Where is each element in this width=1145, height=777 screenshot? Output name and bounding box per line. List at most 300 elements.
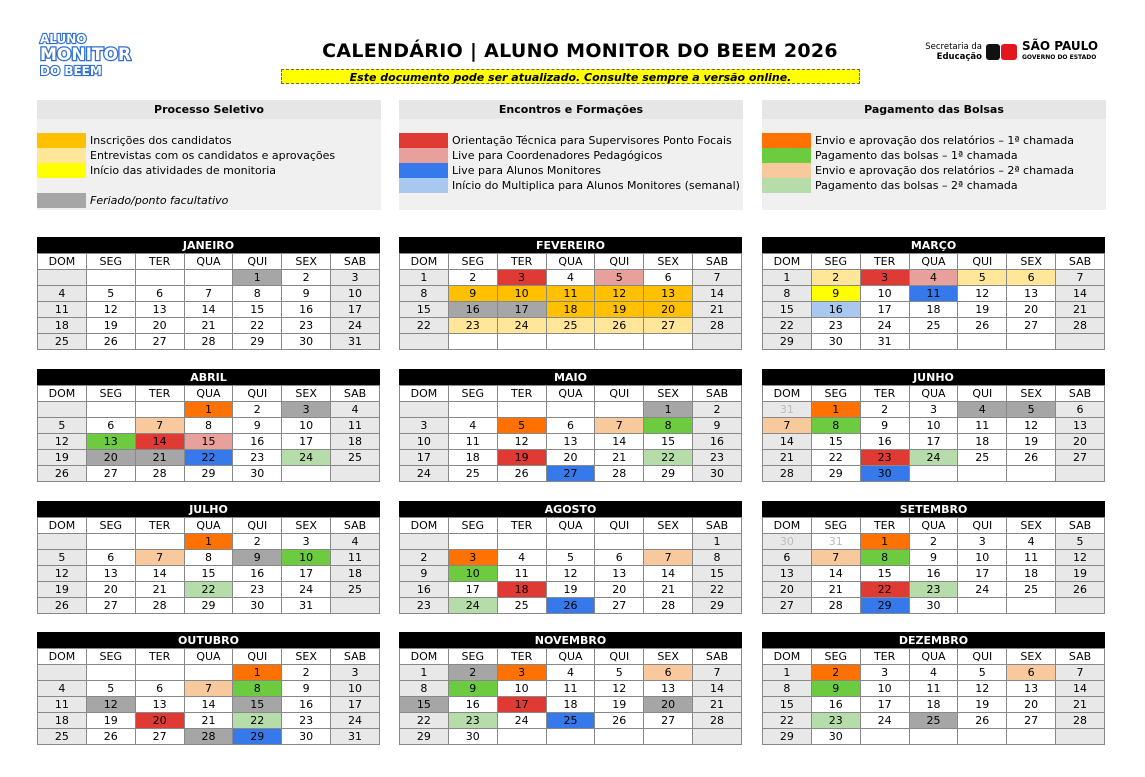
day-cell <box>448 402 497 418</box>
day-cell: 6 <box>595 550 644 566</box>
day-cell: 26 <box>38 466 87 482</box>
day-cell: 15 <box>233 302 282 318</box>
day-cell: 14 <box>135 566 184 582</box>
weekday-header: TER <box>135 254 184 270</box>
weekday-header: QUA <box>909 649 958 665</box>
day-cell: 20 <box>644 697 693 713</box>
day-cell: 14 <box>595 434 644 450</box>
weekday-header: DOM <box>763 386 812 402</box>
day-cell: 9 <box>233 550 282 566</box>
day-cell: 23 <box>400 598 449 614</box>
day-cell: 2 <box>693 402 742 418</box>
legend-item <box>762 163 1074 178</box>
day-cell <box>595 534 644 550</box>
day-cell <box>497 534 546 550</box>
day-cell: 9 <box>448 681 497 697</box>
day-cell: 21 <box>184 318 233 334</box>
weekday-header: SEG <box>811 254 860 270</box>
day-cell <box>86 270 135 286</box>
weekday-header: DOM <box>38 254 87 270</box>
day-cell: 16 <box>400 582 449 598</box>
day-cell: 28 <box>811 598 860 614</box>
legend-swatch <box>399 148 448 163</box>
day-cell: 22 <box>184 582 233 598</box>
day-cell: 24 <box>448 598 497 614</box>
legend-label: Orientação Técnica para Supervisores Ponto Focais <box>452 134 732 147</box>
weekday-header: QUI <box>233 518 282 534</box>
day-cell: 9 <box>282 286 331 302</box>
day-cell: 30 <box>282 334 331 350</box>
day-cell: 18 <box>958 434 1007 450</box>
day-cell: 3 <box>860 270 909 286</box>
day-cell: 31 <box>331 729 380 745</box>
day-cell: 15 <box>400 302 449 318</box>
day-cell: 7 <box>763 418 812 434</box>
day-cell: 24 <box>497 318 546 334</box>
weekday-header: QUI <box>958 386 1007 402</box>
day-cell: 14 <box>1056 286 1105 302</box>
day-cell: 20 <box>1056 434 1105 450</box>
day-cell: 16 <box>282 697 331 713</box>
day-cell: 9 <box>811 681 860 697</box>
day-cell: 9 <box>400 566 449 582</box>
weekday-header: SEG <box>811 386 860 402</box>
weekday-header: QUA <box>184 386 233 402</box>
day-cell: 14 <box>184 302 233 318</box>
government-logo <box>922 40 1102 66</box>
day-cell: 3 <box>331 270 380 286</box>
day-cell: 29 <box>184 466 233 482</box>
day-cell: 1 <box>644 402 693 418</box>
day-cell: 13 <box>595 566 644 582</box>
weekday-header: QUI <box>233 649 282 665</box>
day-cell: 24 <box>282 450 331 466</box>
day-cell: 7 <box>1056 665 1105 681</box>
day-cell: 8 <box>184 418 233 434</box>
legend-item <box>762 178 1018 193</box>
day-cell: 26 <box>86 334 135 350</box>
day-cell: 17 <box>497 302 546 318</box>
weekday-header: SEG <box>448 386 497 402</box>
day-cell: 27 <box>135 729 184 745</box>
month-maio <box>399 369 742 482</box>
day-cell: 29 <box>763 729 812 745</box>
weekday-header: SEX <box>1007 254 1056 270</box>
day-cell: 20 <box>135 713 184 729</box>
month-title: ABRIL <box>37 369 380 385</box>
month-outubro <box>37 632 380 745</box>
month-grid <box>399 385 742 482</box>
logo-line-3: DO BEEM <box>40 64 102 78</box>
day-cell <box>1056 729 1105 745</box>
day-cell: 20 <box>595 582 644 598</box>
day-cell: 16 <box>233 566 282 582</box>
weekday-header: SEG <box>86 254 135 270</box>
day-cell: 8 <box>233 681 282 697</box>
day-cell: 15 <box>860 566 909 582</box>
day-cell: 23 <box>282 713 331 729</box>
day-cell: 9 <box>282 681 331 697</box>
day-cell: 21 <box>811 582 860 598</box>
day-cell: 6 <box>644 270 693 286</box>
day-cell: 5 <box>1056 534 1105 550</box>
day-cell: 20 <box>135 318 184 334</box>
day-cell: 21 <box>763 450 812 466</box>
day-cell: 28 <box>184 729 233 745</box>
month-grid <box>762 648 1105 745</box>
day-cell: 30 <box>860 466 909 482</box>
day-cell: 10 <box>282 418 331 434</box>
day-cell: 8 <box>763 681 812 697</box>
day-cell <box>546 334 595 350</box>
day-cell: 10 <box>400 434 449 450</box>
weekday-header: DOM <box>400 649 449 665</box>
weekday-header: SAB <box>1056 254 1105 270</box>
weekday-header: SAB <box>1056 518 1105 534</box>
day-cell: 11 <box>331 550 380 566</box>
day-cell: 6 <box>1007 665 1056 681</box>
day-cell: 25 <box>1007 582 1056 598</box>
month-title: MAIO <box>399 369 742 385</box>
day-cell: 2 <box>233 534 282 550</box>
day-cell <box>1007 729 1056 745</box>
month-title: SETEMBRO <box>762 501 1105 517</box>
day-cell: 6 <box>546 418 595 434</box>
day-cell: 15 <box>184 566 233 582</box>
legend-swatch <box>762 163 811 178</box>
day-cell: 25 <box>909 318 958 334</box>
weekday-header: TER <box>497 518 546 534</box>
day-cell: 15 <box>693 566 742 582</box>
legend-1 <box>37 100 381 210</box>
update-notice: Este documento pode ser atualizado. Consulte sempre a versão online. <box>281 69 860 84</box>
day-cell <box>644 534 693 550</box>
day-cell: 25 <box>546 318 595 334</box>
day-cell: 27 <box>1056 450 1105 466</box>
month-grid <box>399 648 742 745</box>
day-cell: 28 <box>693 713 742 729</box>
day-cell: 8 <box>811 418 860 434</box>
legend-title: Pagamento das Bolsas <box>762 100 1106 119</box>
day-cell <box>1056 598 1105 614</box>
day-cell: 23 <box>693 450 742 466</box>
day-cell: 9 <box>448 286 497 302</box>
day-cell: 24 <box>331 713 380 729</box>
day-cell: 2 <box>860 402 909 418</box>
day-cell: 30 <box>448 729 497 745</box>
day-cell: 13 <box>86 566 135 582</box>
day-cell: 26 <box>38 598 87 614</box>
weekday-header: DOM <box>38 649 87 665</box>
day-cell <box>497 334 546 350</box>
day-cell: 2 <box>448 665 497 681</box>
day-cell <box>1007 334 1056 350</box>
day-cell: 16 <box>860 434 909 450</box>
day-cell: 19 <box>86 318 135 334</box>
day-cell: 30 <box>763 534 812 550</box>
day-cell: 15 <box>763 697 812 713</box>
day-cell: 4 <box>909 270 958 286</box>
day-cell <box>135 665 184 681</box>
day-cell <box>38 402 87 418</box>
day-cell <box>331 598 380 614</box>
day-cell: 11 <box>448 434 497 450</box>
month-março <box>762 237 1105 350</box>
day-cell: 13 <box>1007 681 1056 697</box>
day-cell: 18 <box>331 434 380 450</box>
day-cell: 27 <box>1007 318 1056 334</box>
day-cell: 23 <box>282 318 331 334</box>
day-cell: 11 <box>497 566 546 582</box>
day-cell: 6 <box>763 550 812 566</box>
day-cell: 3 <box>497 270 546 286</box>
weekday-header: SAB <box>331 386 380 402</box>
weekday-header: SEX <box>644 386 693 402</box>
weekday-header: TER <box>860 649 909 665</box>
weekday-header: SAB <box>1056 649 1105 665</box>
day-cell: 24 <box>958 582 1007 598</box>
day-cell <box>400 402 449 418</box>
day-cell <box>184 665 233 681</box>
day-cell <box>38 270 87 286</box>
day-cell <box>1056 334 1105 350</box>
day-cell: 2 <box>233 402 282 418</box>
month-title: JUNHO <box>762 369 1105 385</box>
day-cell: 26 <box>1007 450 1056 466</box>
day-cell: 1 <box>763 665 812 681</box>
day-cell: 13 <box>1056 418 1105 434</box>
day-cell: 11 <box>909 681 958 697</box>
day-cell: 19 <box>38 450 87 466</box>
day-cell: 27 <box>1007 713 1056 729</box>
day-cell: 6 <box>135 286 184 302</box>
day-cell: 29 <box>400 729 449 745</box>
day-cell: 26 <box>86 729 135 745</box>
day-cell: 1 <box>763 270 812 286</box>
day-cell <box>693 729 742 745</box>
day-cell: 2 <box>909 534 958 550</box>
day-cell: 12 <box>1007 418 1056 434</box>
day-cell: 13 <box>644 286 693 302</box>
gov-state: SÃO PAULO <box>1022 39 1099 53</box>
day-cell: 18 <box>38 318 87 334</box>
day-cell: 31 <box>811 534 860 550</box>
day-cell <box>448 334 497 350</box>
month-grid <box>762 253 1105 350</box>
day-cell: 16 <box>448 302 497 318</box>
weekday-header: SEX <box>1007 649 1056 665</box>
day-cell: 3 <box>282 534 331 550</box>
legend-item <box>762 133 1074 148</box>
weekday-header: SEG <box>86 518 135 534</box>
logo-line-2: MONITOR <box>40 45 132 65</box>
month-title: AGOSTO <box>399 501 742 517</box>
day-cell: 27 <box>595 598 644 614</box>
month-grid <box>762 385 1105 482</box>
day-cell: 24 <box>497 713 546 729</box>
day-cell <box>909 729 958 745</box>
month-grid <box>37 385 380 482</box>
day-cell <box>1007 598 1056 614</box>
weekday-header: TER <box>860 518 909 534</box>
day-cell: 12 <box>38 434 87 450</box>
day-cell: 8 <box>400 286 449 302</box>
day-cell: 15 <box>644 434 693 450</box>
month-setembro <box>762 501 1105 614</box>
day-cell: 25 <box>448 466 497 482</box>
day-cell: 19 <box>38 582 87 598</box>
day-cell: 4 <box>38 286 87 302</box>
day-cell: 17 <box>400 450 449 466</box>
weekday-header: QUI <box>233 254 282 270</box>
month-janeiro <box>37 237 380 350</box>
month-title: OUTUBRO <box>37 632 380 648</box>
day-cell: 28 <box>135 598 184 614</box>
day-cell <box>1007 466 1056 482</box>
day-cell <box>909 334 958 350</box>
legend-label: Live para Coordenadores Pedagógicos <box>452 149 663 162</box>
legend-item <box>399 163 601 178</box>
day-cell: 17 <box>909 434 958 450</box>
day-cell: 3 <box>497 665 546 681</box>
weekday-header: DOM <box>38 518 87 534</box>
day-cell: 14 <box>644 566 693 582</box>
day-cell: 9 <box>909 550 958 566</box>
day-cell <box>595 402 644 418</box>
weekday-header: TER <box>135 386 184 402</box>
weekday-header: SEG <box>448 649 497 665</box>
weekday-header: QUA <box>184 254 233 270</box>
day-cell: 26 <box>1056 582 1105 598</box>
day-cell: 10 <box>958 550 1007 566</box>
day-cell: 16 <box>282 302 331 318</box>
day-cell: 10 <box>282 550 331 566</box>
day-cell: 12 <box>38 566 87 582</box>
day-cell <box>331 466 380 482</box>
weekday-header: SEG <box>811 518 860 534</box>
day-cell: 14 <box>763 434 812 450</box>
day-cell: 31 <box>331 334 380 350</box>
day-cell: 12 <box>86 302 135 318</box>
day-cell: 10 <box>331 286 380 302</box>
weekday-header: SEG <box>448 518 497 534</box>
legend-label: Envio e aprovação dos relatórios – 1ª chamada <box>815 134 1074 147</box>
weekday-header: TER <box>497 386 546 402</box>
legend-item <box>37 148 335 163</box>
legend-label: Início das atividades de monitoria <box>90 164 277 177</box>
month-title: NOVEMBRO <box>399 632 742 648</box>
weekday-header: SAB <box>693 254 742 270</box>
day-cell: 30 <box>909 598 958 614</box>
day-cell: 28 <box>1056 318 1105 334</box>
day-cell: 22 <box>811 450 860 466</box>
day-cell: 29 <box>811 466 860 482</box>
day-cell: 28 <box>644 598 693 614</box>
day-cell: 16 <box>811 302 860 318</box>
legend-3 <box>762 100 1106 210</box>
day-cell: 8 <box>860 550 909 566</box>
day-cell: 23 <box>909 582 958 598</box>
day-cell: 17 <box>860 697 909 713</box>
day-cell: 27 <box>86 466 135 482</box>
weekday-header: DOM <box>400 254 449 270</box>
day-cell <box>958 466 1007 482</box>
day-cell <box>400 334 449 350</box>
day-cell: 16 <box>909 566 958 582</box>
legend-label: Pagamento das bolsas – 1ª chamada <box>815 149 1018 162</box>
legend-title: Encontros e Formações <box>399 100 743 119</box>
day-cell: 31 <box>860 334 909 350</box>
day-cell: 4 <box>497 550 546 566</box>
day-cell: 24 <box>860 713 909 729</box>
day-cell: 27 <box>644 713 693 729</box>
day-cell: 10 <box>331 681 380 697</box>
day-cell: 27 <box>135 334 184 350</box>
weekday-header: SEG <box>811 649 860 665</box>
day-cell: 17 <box>448 582 497 598</box>
legend-item <box>37 193 228 208</box>
weekday-header: DOM <box>763 518 812 534</box>
legend-item <box>762 148 1018 163</box>
day-cell: 4 <box>38 681 87 697</box>
day-cell <box>86 665 135 681</box>
day-cell: 2 <box>282 270 331 286</box>
day-cell: 21 <box>693 697 742 713</box>
day-cell: 29 <box>763 334 812 350</box>
day-cell: 28 <box>595 466 644 482</box>
day-cell: 22 <box>763 318 812 334</box>
day-cell: 23 <box>811 318 860 334</box>
weekday-header: QUI <box>595 649 644 665</box>
day-cell: 22 <box>233 318 282 334</box>
day-cell: 5 <box>595 270 644 286</box>
day-cell <box>909 466 958 482</box>
day-cell: 8 <box>763 286 812 302</box>
day-cell: 26 <box>546 598 595 614</box>
weekday-header: QUA <box>546 254 595 270</box>
legend-swatch <box>37 148 86 163</box>
legend-item <box>37 163 276 178</box>
day-cell: 5 <box>497 418 546 434</box>
logo-line-1: ALUNO <box>40 32 87 46</box>
day-cell: 30 <box>811 334 860 350</box>
month-title: MARÇO <box>762 237 1105 253</box>
month-grid <box>37 253 380 350</box>
day-cell: 18 <box>448 450 497 466</box>
day-cell: 30 <box>233 598 282 614</box>
day-cell: 4 <box>448 418 497 434</box>
day-cell: 18 <box>546 302 595 318</box>
day-cell: 17 <box>958 566 1007 582</box>
day-cell: 12 <box>546 566 595 582</box>
day-cell: 1 <box>693 534 742 550</box>
day-cell: 1 <box>400 665 449 681</box>
day-cell: 20 <box>86 582 135 598</box>
day-cell: 29 <box>233 334 282 350</box>
day-cell: 21 <box>184 713 233 729</box>
day-cell: 21 <box>135 582 184 598</box>
month-title: JANEIRO <box>37 237 380 253</box>
day-cell: 4 <box>331 402 380 418</box>
day-cell: 14 <box>1056 681 1105 697</box>
weekday-header: SEG <box>448 254 497 270</box>
day-cell: 16 <box>233 434 282 450</box>
day-cell: 22 <box>184 450 233 466</box>
day-cell: 4 <box>331 534 380 550</box>
day-cell: 15 <box>233 697 282 713</box>
day-cell: 25 <box>958 450 1007 466</box>
day-cell: 10 <box>497 286 546 302</box>
